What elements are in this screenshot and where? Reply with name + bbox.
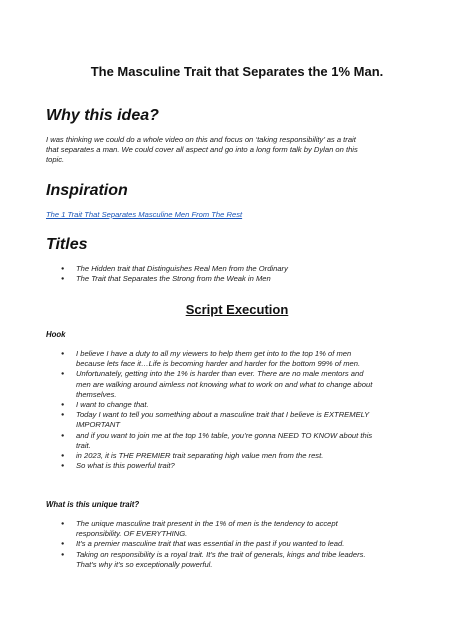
why-paragraph [46,135,426,166]
list-item [46,539,426,549]
list-item-line: ● and if you want to join me at the top 1% table, you’re gonna NEED TO KNOW about this [76,430,373,440]
why-line: that separates a man. We could cover all aspect and go into a long form talk by Dylan on this [46,145,358,155]
list-item-line: men are walking around aimless not knowing what to work on and what to change about [76,379,373,389]
list-item-line: ● I believe I have a duty to all my viewers to help them get into to the top 1% of men [76,349,352,358]
why-line: I was thinking we could do a whole video on this and focus on ‘taking responsibility’ as a trait [46,135,356,144]
inspiration-heading: Inspiration [46,182,128,199]
list-item-line: ● Unfortunately, getting into the 1% is harder than ever. There are no male mentors and [76,369,364,379]
list-item-line: ● Today I want to tell you something about a masculine trait that I believe is EXTREMELY [76,410,370,420]
list-item [46,410,426,430]
list-item-line: because lets face it…Life is becoming harder and harder for the bottom 99% of men. [76,359,361,369]
document-title: The Masculine Trait that Separates the 1% Man. [90,64,384,79]
list-item [46,550,426,570]
list-item [46,369,426,400]
list-item-line: themselves. [76,389,117,399]
list-item [46,431,426,451]
why-heading: Why this idea? [46,107,159,124]
list-item: ● The Hidden trait that Distinguishes Real Men from the Ordinary [46,264,426,274]
list-item [46,451,426,461]
list-item-line: ● It’s a premier masculine trait that was essential in the past if you wanted to lead. [76,539,345,549]
list-item: ● The Trait that Separates the Strong from the Weak in Men [46,274,426,284]
inspiration-link[interactable]: The 1 Trait That Separates Masculine Men From The Rest [46,210,243,219]
list-item-line: That’s why it’s so exceptionally powerful. [76,559,213,569]
list-item-line: ● in 2023, it is THE PREMIER trait separating high value men from the rest. [76,451,324,461]
list-item [46,400,426,410]
list-item-line: IMPORTANT [76,420,121,430]
list-item-line: ● So what is this powerful trait? [76,461,175,471]
hook-list [46,349,426,471]
unique-trait-list [46,519,426,570]
list-item-line: ● The unique masculine trait present in the 1% of men is the tendency to accept [76,519,338,528]
list-item [46,349,426,369]
script-heading: Script Execution [185,302,289,317]
list-item-line: ● I want to change that. [76,400,149,410]
list-item [46,519,426,539]
why-line: topic. [46,155,65,165]
unique-trait-label: What is this unique trait? [46,500,140,509]
list-item-line: responsibility. OF EVERYTHING. [76,529,188,539]
list-item-line: trait. [76,440,91,450]
titles-heading: Titles [46,236,88,253]
hook-label: Hook [46,330,66,339]
list-item [46,461,426,471]
titles-list [46,264,426,284]
list-item-line: ● Taking on responsibility is a royal trait. It’s the trait of generals, kings and tribe leaders. [76,549,366,559]
